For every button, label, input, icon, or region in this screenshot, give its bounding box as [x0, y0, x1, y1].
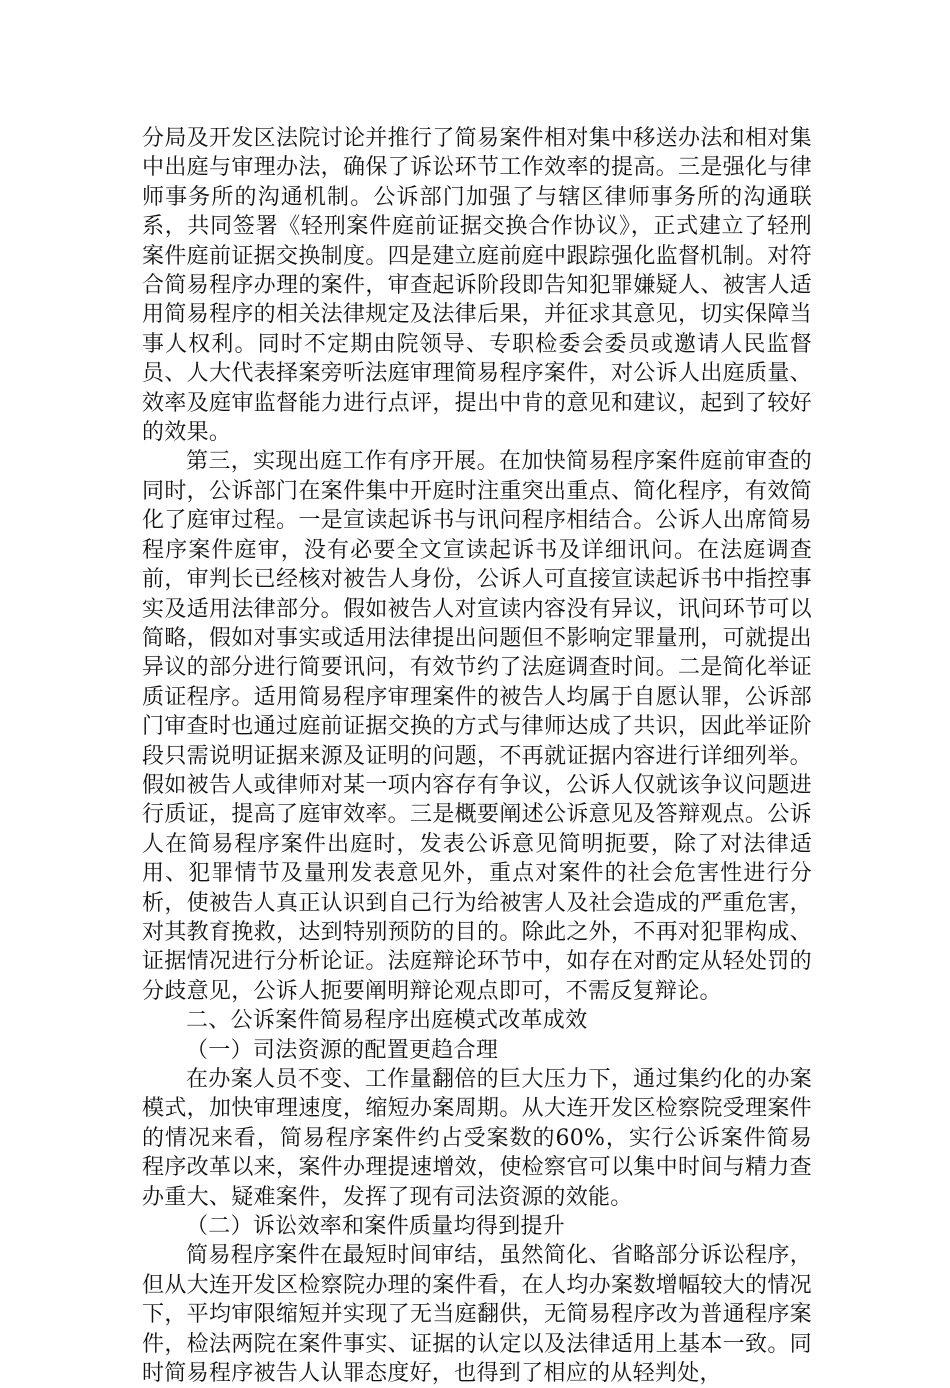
- paragraph-efficiency: 简易程序案件在最短时间审结，虽然简化、省略部分诉讼程序，但从大连开发区检察院办理的案件看，在人均办案数增幅较大的情况下，平均审限缩短并实现了无当庭翻供，无简易程序改为普通程序案件，检法两院在案件事实、证据的认定以及法律适用上基本一致。同时简易程序被告人认罪态度好，也得到了相应的从轻判处，: [142, 1243, 812, 1387]
- subsection-heading-1: （一）司法资源的配置更趋合理: [186, 1037, 499, 1063]
- section-heading: 二、公诉案件简易程序出庭模式改革成效: [186, 1008, 588, 1034]
- paragraph-continuation: 分局及开发区法院讨论并推行了简易案件相对集中移送办法和相对集中出庭与审理办法，确保了诉讼环节工作效率的提高。三是强化与律师事务所的沟通机制。公诉部门加强了与辖区律师事务所的沟通联系，共同签署《轻刑案件庭前证据交换合作协议》，正式建立了轻刑案件庭前证据交换制度。四是建立庭前庭中跟踪强化监督机制。对符合简易程序办理的案件，审查起诉阶段即告知犯罪嫌疑人、被害人适用简易程序的相关法律规定及法律后果，并征求其意见，切实保障当事人权利。同时不定期由院领导、专职检委会委员或邀请人民监督员、人大代表择案旁听法庭审理简易程序案件，对公诉人出庭质量、效率及庭审监督能力进行点评，提出中肯的意见和建议，起到了较好的效果。: [142, 126, 812, 446]
- paragraph-resources: 在办案人员不变、工作量翻倍的巨大压力下，通过集约化的办案模式，加快审理速度，缩短办案周期。从大连开发区检察院受理案件的情况来看，简易程序案件约占受案数的60%，实行公诉案件简易程序改革以来，案件办理提速增效，使检察官可以集中时间与精力查办重大、疑难案件，发挥了现有司法资源的效能。: [142, 1067, 812, 1210]
- subsection-heading-2: （二）诉讼效率和案件质量均得到提升: [186, 1214, 566, 1240]
- paragraph-third-point: 第三，实现出庭工作有序开展。在加快简易程序案件庭前审查的同时，公诉部门在案件集中开庭时注重突出重点、简化程序，有效简化了庭审过程。一是宣读起诉书与讯问程序相结合。公诉人出席简易程序案件庭审，没有必要全文宣读起诉书及详细讯问。在法庭调查前，审判长已经核对被告人身份，公诉人可直接宣读起诉书中指控事实及适用法律部分。假如被告人对宣读内容没有异议，讯问环节可以简略，假如对事实或适用法律提出问题但不影响定罪量刑，可就提出异议的部分进行简要讯问，有效节约了法庭调查时间。二是简化举证质证程序。适用简易程序审理案件的被告人均属于自愿认罪，公诉部门审查时也通过庭前证据交换的方式与律师达成了共识，因此举证阶段只需说明证据来源及证明的问题，不再就证据内容进行详细列举。假如被告人或律师对某一项内容存有争议，公诉人仅就该争议问题进行质证，提高了庭审效率。三是概要阐述公诉意见及答辩观点。公诉人在简易程序案件出庭时，发表公诉意见简明扼要，除了对法律适用、犯罪情节及量刑发表意见外，重点对案件的社会危害性进行分析，使被告人真正认识到自己行为给被害人及社会造成的严重危害，对其教育挽救，达到特别预防的目的。除此之外，不再对犯罪构成、证据情况进行分析论证。法庭辩论环节中，如存在对酌定从轻处罚的分歧意见，公诉人扼要阐明辩论观点即可，不需反复辩论。: [142, 449, 812, 1004]
- body-text: [142, 124, 812, 1388]
